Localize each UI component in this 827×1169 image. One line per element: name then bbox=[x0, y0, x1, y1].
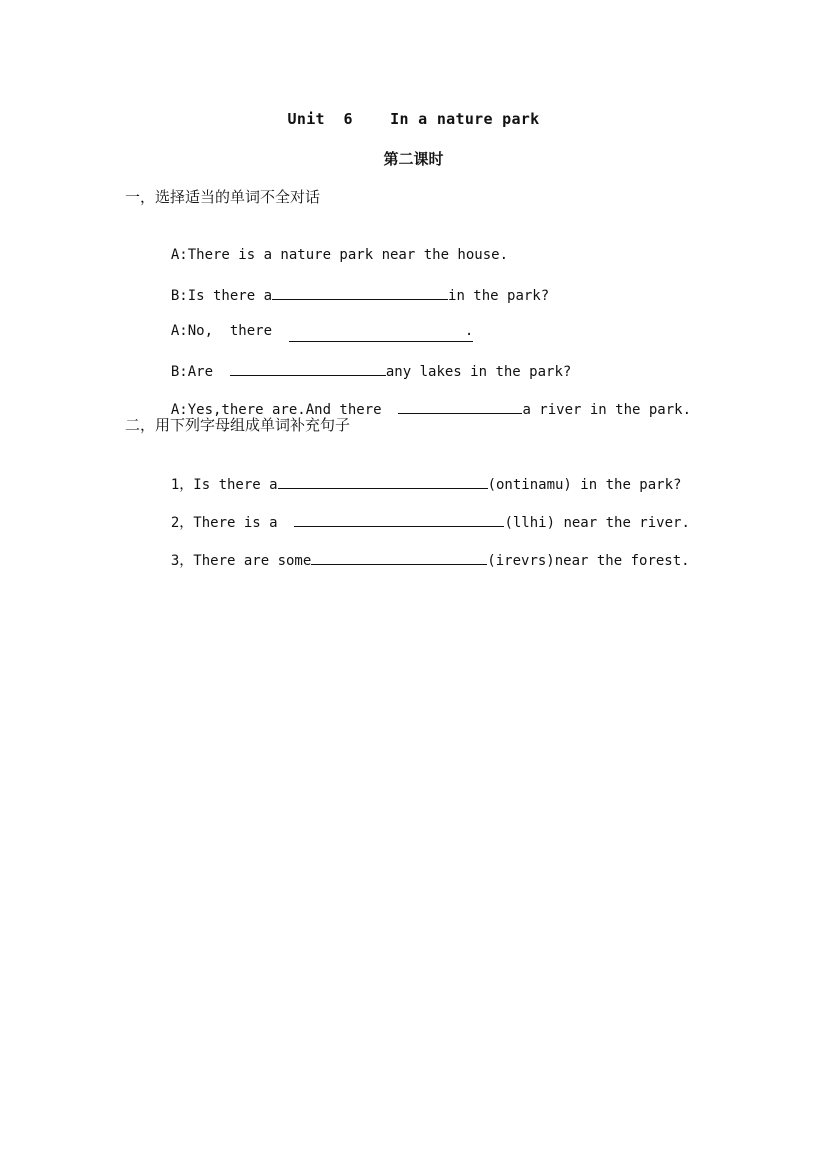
page-title: Unit 6 In a nature park bbox=[287, 110, 540, 128]
sentence-1-prefix: 1，Is there a bbox=[170, 477, 278, 493]
dialogue-line-1-text: A:There is a nature park near the house. bbox=[170, 247, 509, 263]
dialogue-line-4 bbox=[154, 339, 571, 382]
sentence-3 bbox=[154, 528, 690, 571]
answer-blank[interactable] bbox=[294, 510, 504, 527]
dialogue-line-3-prefix: A:No, there bbox=[170, 323, 289, 339]
answer-blank[interactable] bbox=[272, 283, 448, 300]
sentence-1-suffix: (ontinamu) in the park? bbox=[487, 477, 682, 493]
sentence-2 bbox=[154, 490, 690, 533]
dialogue-line-4-suffix: any lakes in the park? bbox=[385, 364, 572, 380]
dialogue-line-2-prefix: B:Is there a bbox=[170, 288, 273, 304]
answer-blank[interactable] bbox=[278, 472, 488, 489]
answer-blank[interactable] bbox=[398, 397, 522, 414]
dialogue-line-1 bbox=[154, 225, 508, 265]
section-1-heading: 一，选择适当的单词不全对话 bbox=[125, 188, 321, 206]
dialogue-line-5-prefix: A:Yes,there are.And there bbox=[170, 402, 399, 418]
sentence-1 bbox=[154, 452, 681, 495]
dialogue-line-3 bbox=[154, 301, 473, 342]
sentence-3-suffix: (irevrs)near the forest. bbox=[487, 553, 690, 569]
answer-blank[interactable] bbox=[311, 548, 487, 565]
dialogue-line-5-suffix: a river in the park. bbox=[522, 402, 692, 418]
sentence-3-prefix: 3，There are some bbox=[170, 553, 312, 569]
section-2-heading: 二，用下列字母组成单词补充句子 bbox=[125, 416, 351, 434]
dialogue-line-3-suffix: . bbox=[464, 323, 474, 339]
sentence-2-suffix: (llhi) near the river. bbox=[504, 515, 690, 531]
sentence-2-prefix: 2，There is a bbox=[170, 515, 295, 531]
answer-blank[interactable] bbox=[230, 359, 386, 376]
lesson-subtitle: 第二课时 bbox=[383, 150, 444, 168]
dialogue-line-2-suffix: in the park? bbox=[448, 288, 550, 304]
dialogue-line-4-prefix: B:Are bbox=[170, 364, 230, 380]
dialogue-line-2 bbox=[154, 263, 549, 306]
